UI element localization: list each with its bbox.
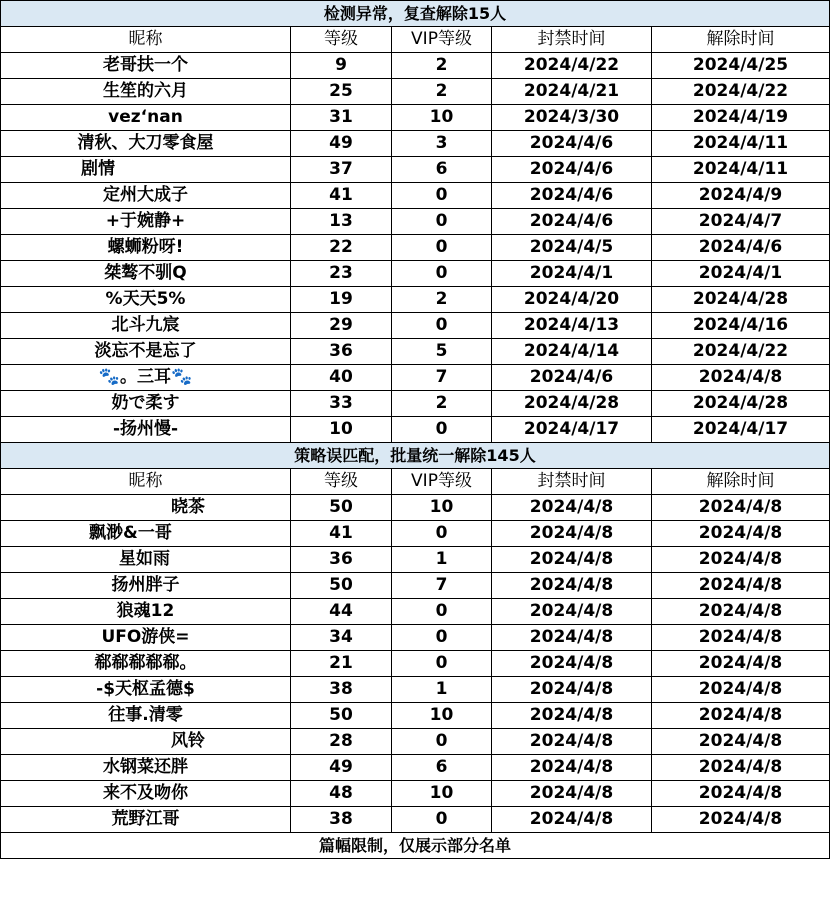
level-cell: 50 bbox=[291, 495, 392, 521]
ban-time-cell: 2024/4/8 bbox=[492, 677, 652, 703]
table-row bbox=[1, 365, 830, 391]
ban-time-cell: 2024/3/30 bbox=[492, 105, 652, 131]
vip-level-header: VIP等级 bbox=[392, 469, 492, 495]
level-cell: 10 bbox=[291, 417, 392, 443]
table-row bbox=[1, 183, 830, 209]
vip-level-cell: 1 bbox=[392, 547, 492, 573]
ban-time-cell: 2024/4/8 bbox=[492, 521, 652, 547]
table-row bbox=[1, 131, 830, 157]
vip-level-cell: 2 bbox=[392, 79, 492, 105]
unban-time-cell: 2024/4/8 bbox=[652, 365, 830, 391]
table-row bbox=[1, 391, 830, 417]
nickname-cell: 晓茶 bbox=[1, 495, 291, 521]
ban-time-cell: 2024/4/8 bbox=[492, 651, 652, 677]
vip-level-cell: 3 bbox=[392, 131, 492, 157]
ban-time-cell: 2024/4/1 bbox=[492, 261, 652, 287]
unban-time-cell: 2024/4/9 bbox=[652, 183, 830, 209]
vip-level-cell: 0 bbox=[392, 807, 492, 833]
level-cell: 19 bbox=[291, 287, 392, 313]
ban-time-cell: 2024/4/22 bbox=[492, 53, 652, 79]
table-row bbox=[1, 651, 830, 677]
table-row bbox=[1, 781, 830, 807]
table-row bbox=[1, 625, 830, 651]
nickname-cell: vez‘nan bbox=[1, 105, 291, 131]
nickname-cell: 狼魂12 bbox=[1, 599, 291, 625]
nickname-cell: 往事.清零 bbox=[1, 703, 291, 729]
vip-level-cell: 1 bbox=[392, 677, 492, 703]
level-cell: 50 bbox=[291, 573, 392, 599]
level-header: 等级 bbox=[291, 27, 392, 53]
ban-time-cell: 2024/4/13 bbox=[492, 313, 652, 339]
unban-time-cell: 2024/4/8 bbox=[652, 677, 830, 703]
ban-time-cell: 2024/4/8 bbox=[492, 573, 652, 599]
table-row bbox=[1, 599, 830, 625]
unban-time-cell: 2024/4/16 bbox=[652, 313, 830, 339]
level-cell: 29 bbox=[291, 313, 392, 339]
table-row bbox=[1, 703, 830, 729]
table-body bbox=[1, 1, 830, 859]
table-row bbox=[1, 105, 830, 131]
unban-time-cell: 2024/4/8 bbox=[652, 651, 830, 677]
vip-level-cell: 0 bbox=[392, 521, 492, 547]
table-row bbox=[1, 339, 830, 365]
ban-time-cell: 2024/4/8 bbox=[492, 729, 652, 755]
table-row bbox=[1, 755, 830, 781]
nickname-cell: 桀骜不驯Q bbox=[1, 261, 291, 287]
unban-time-cell: 2024/4/11 bbox=[652, 131, 830, 157]
level-cell: 48 bbox=[291, 781, 392, 807]
level-cell: 41 bbox=[291, 521, 392, 547]
vip-level-cell: 0 bbox=[392, 183, 492, 209]
unban-time-cell: 2024/4/22 bbox=[652, 339, 830, 365]
table-row bbox=[1, 261, 830, 287]
vip-level-cell: 0 bbox=[392, 417, 492, 443]
unban-time-cell: 2024/4/19 bbox=[652, 105, 830, 131]
table-row bbox=[1, 157, 830, 183]
ban-time-cell: 2024/4/20 bbox=[492, 287, 652, 313]
level-cell: 33 bbox=[291, 391, 392, 417]
table-row bbox=[1, 677, 830, 703]
nickname-header: 昵称 bbox=[1, 469, 291, 495]
table-row bbox=[1, 287, 830, 313]
nickname-cell: 🐾。三耳🐾 bbox=[1, 365, 291, 391]
unban-time-cell: 2024/4/8 bbox=[652, 755, 830, 781]
unban-time-cell: 2024/4/22 bbox=[652, 79, 830, 105]
unban-time-cell: 2024/4/7 bbox=[652, 209, 830, 235]
section2-title-row bbox=[1, 443, 830, 469]
nickname-cell: 荒野江哥 bbox=[1, 807, 291, 833]
table-row bbox=[1, 573, 830, 599]
table-row bbox=[1, 313, 830, 339]
vip-level-cell: 2 bbox=[392, 391, 492, 417]
nickname-cell: -$天枢孟德$ bbox=[1, 677, 291, 703]
unban-time-cell: 2024/4/25 bbox=[652, 53, 830, 79]
table-row bbox=[1, 417, 830, 443]
unban-time-cell: 2024/4/11 bbox=[652, 157, 830, 183]
level-cell: 9 bbox=[291, 53, 392, 79]
level-cell: 36 bbox=[291, 547, 392, 573]
column-header-row bbox=[1, 469, 830, 495]
ban-time-cell: 2024/4/8 bbox=[492, 495, 652, 521]
ban-time-header: 封禁时间 bbox=[492, 469, 652, 495]
nickname-cell: 郗郗郗郗郗。 bbox=[1, 651, 291, 677]
vip-level-cell: 10 bbox=[392, 105, 492, 131]
level-cell: 23 bbox=[291, 261, 392, 287]
vip-level-cell: 0 bbox=[392, 261, 492, 287]
ban-time-cell: 2024/4/17 bbox=[492, 417, 652, 443]
ban-time-cell: 2024/4/8 bbox=[492, 599, 652, 625]
nickname-cell: 清秋、大刀零食屋 bbox=[1, 131, 291, 157]
nickname-cell: UFO游侠= bbox=[1, 625, 291, 651]
level-cell: 38 bbox=[291, 807, 392, 833]
ban-time-cell: 2024/4/6 bbox=[492, 183, 652, 209]
level-header: 等级 bbox=[291, 469, 392, 495]
level-cell: 13 bbox=[291, 209, 392, 235]
nickname-cell: 来不及吻你 bbox=[1, 781, 291, 807]
level-cell: 25 bbox=[291, 79, 392, 105]
unban-time-cell: 2024/4/8 bbox=[652, 807, 830, 833]
unban-time-cell: 2024/4/8 bbox=[652, 625, 830, 651]
unban-time-cell: 2024/4/8 bbox=[652, 781, 830, 807]
ban-time-header: 封禁时间 bbox=[492, 27, 652, 53]
vip-level-cell: 2 bbox=[392, 53, 492, 79]
unban-time-cell: 2024/4/8 bbox=[652, 599, 830, 625]
unban-time-header: 解除时间 bbox=[652, 27, 830, 53]
table-row bbox=[1, 53, 830, 79]
ban-time-cell: 2024/4/8 bbox=[492, 807, 652, 833]
level-cell: 37 bbox=[291, 157, 392, 183]
level-cell: 49 bbox=[291, 755, 392, 781]
nickname-header: 昵称 bbox=[1, 27, 291, 53]
ban-time-cell: 2024/4/28 bbox=[492, 391, 652, 417]
nickname-cell: 生笙的六月 bbox=[1, 79, 291, 105]
level-cell: 38 bbox=[291, 677, 392, 703]
nickname-cell: 北斗九宸 bbox=[1, 313, 291, 339]
unban-time-cell: 2024/4/6 bbox=[652, 235, 830, 261]
unban-time-cell: 2024/4/17 bbox=[652, 417, 830, 443]
vip-level-cell: 0 bbox=[392, 651, 492, 677]
nickname-cell: 风铃 bbox=[1, 729, 291, 755]
section-title: 策略误匹配，批量统一解除145人 bbox=[1, 443, 830, 469]
vip-level-cell: 0 bbox=[392, 599, 492, 625]
ban-time-cell: 2024/4/8 bbox=[492, 781, 652, 807]
nickname-cell: 飘渺&一哥 bbox=[1, 521, 291, 547]
unban-time-cell: 2024/4/8 bbox=[652, 703, 830, 729]
vip-level-cell: 6 bbox=[392, 755, 492, 781]
vip-level-cell: 2 bbox=[392, 287, 492, 313]
ban-time-cell: 2024/4/8 bbox=[492, 625, 652, 651]
vip-level-cell: 6 bbox=[392, 157, 492, 183]
vip-level-header: VIP等级 bbox=[392, 27, 492, 53]
unban-time-cell: 2024/4/28 bbox=[652, 391, 830, 417]
vip-level-cell: 0 bbox=[392, 209, 492, 235]
nickname-cell: -扬州慢- bbox=[1, 417, 291, 443]
nickname-cell: 淡忘不是忘了 bbox=[1, 339, 291, 365]
vip-level-cell: 0 bbox=[392, 729, 492, 755]
level-cell: 44 bbox=[291, 599, 392, 625]
ban-time-cell: 2024/4/21 bbox=[492, 79, 652, 105]
unban-time-cell: 2024/4/8 bbox=[652, 495, 830, 521]
unban-time-cell: 2024/4/1 bbox=[652, 261, 830, 287]
vip-level-cell: 0 bbox=[392, 625, 492, 651]
nickname-cell: 水钢菜还胖 bbox=[1, 755, 291, 781]
table-row bbox=[1, 495, 830, 521]
nickname-cell: 星如雨 bbox=[1, 547, 291, 573]
nickname-cell: %天天5% bbox=[1, 287, 291, 313]
ban-time-cell: 2024/4/5 bbox=[492, 235, 652, 261]
vip-level-cell: 0 bbox=[392, 313, 492, 339]
column-header-row bbox=[1, 27, 830, 53]
level-cell: 36 bbox=[291, 339, 392, 365]
table-row bbox=[1, 79, 830, 105]
unban-time-cell: 2024/4/8 bbox=[652, 729, 830, 755]
unban-time-cell: 2024/4/8 bbox=[652, 547, 830, 573]
table-row bbox=[1, 729, 830, 755]
footer-row bbox=[1, 833, 830, 859]
ban-time-cell: 2024/4/14 bbox=[492, 339, 652, 365]
section-title: 检测异常，复查解除15人 bbox=[1, 1, 830, 27]
section1-title-row bbox=[1, 1, 830, 27]
nickname-cell: 剧情 bbox=[1, 157, 291, 183]
nickname-cell: 定州大成子 bbox=[1, 183, 291, 209]
ban-time-cell: 2024/4/6 bbox=[492, 157, 652, 183]
ban-time-cell: 2024/4/6 bbox=[492, 131, 652, 157]
level-cell: 21 bbox=[291, 651, 392, 677]
table-row bbox=[1, 209, 830, 235]
table-row bbox=[1, 235, 830, 261]
vip-level-cell: 10 bbox=[392, 495, 492, 521]
nickname-cell: 螺蛳粉呀! bbox=[1, 235, 291, 261]
level-cell: 41 bbox=[291, 183, 392, 209]
level-cell: 49 bbox=[291, 131, 392, 157]
ban-time-cell: 2024/4/6 bbox=[492, 365, 652, 391]
vip-level-cell: 7 bbox=[392, 365, 492, 391]
vip-level-cell: 10 bbox=[392, 781, 492, 807]
nickname-cell: +于婉静+ bbox=[1, 209, 291, 235]
nickname-cell: 老哥扶一个 bbox=[1, 53, 291, 79]
vip-level-cell: 7 bbox=[392, 573, 492, 599]
level-cell: 50 bbox=[291, 703, 392, 729]
level-cell: 31 bbox=[291, 105, 392, 131]
level-cell: 34 bbox=[291, 625, 392, 651]
unban-time-cell: 2024/4/8 bbox=[652, 521, 830, 547]
ban-time-cell: 2024/4/8 bbox=[492, 703, 652, 729]
level-cell: 28 bbox=[291, 729, 392, 755]
nickname-cell: 扬州胖子 bbox=[1, 573, 291, 599]
table-row bbox=[1, 521, 830, 547]
vip-level-cell: 5 bbox=[392, 339, 492, 365]
ban-time-cell: 2024/4/8 bbox=[492, 547, 652, 573]
table-row bbox=[1, 547, 830, 573]
ban-time-cell: 2024/4/8 bbox=[492, 755, 652, 781]
vip-level-cell: 10 bbox=[392, 703, 492, 729]
footer-note: 篇幅限制，仅展示部分名单 bbox=[1, 833, 830, 859]
unban-time-cell: 2024/4/8 bbox=[652, 573, 830, 599]
unban-time-cell: 2024/4/28 bbox=[652, 287, 830, 313]
vip-level-cell: 0 bbox=[392, 235, 492, 261]
table-row bbox=[1, 807, 830, 833]
ban-time-cell: 2024/4/6 bbox=[492, 209, 652, 235]
level-cell: 40 bbox=[291, 365, 392, 391]
unban-time-header: 解除时间 bbox=[652, 469, 830, 495]
nickname-cell: 奶で柔す bbox=[1, 391, 291, 417]
level-cell: 22 bbox=[291, 235, 392, 261]
